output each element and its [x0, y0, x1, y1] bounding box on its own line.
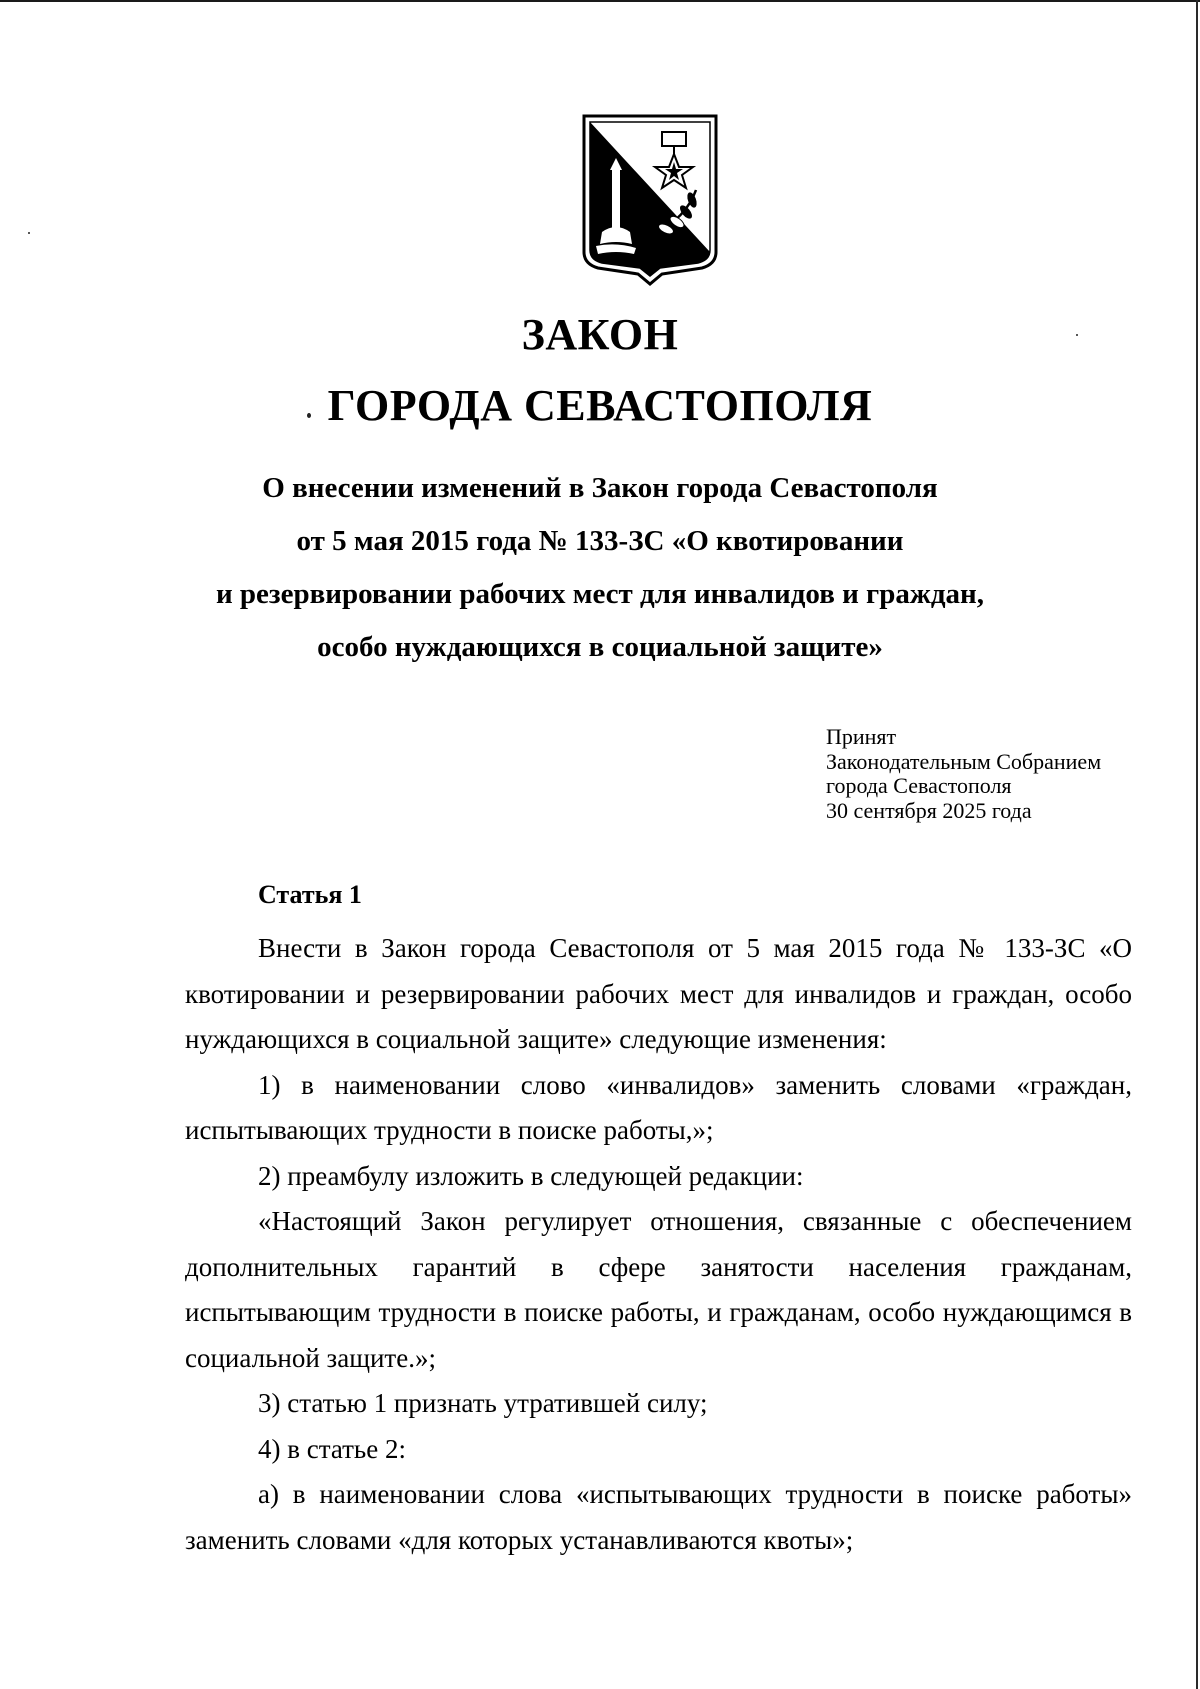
- article-body: [185, 926, 1132, 1563]
- paragraph-item-3: 3) статью 1 признать утратившей силу;: [258, 1388, 708, 1418]
- scan-speck: [307, 413, 311, 418]
- law-title: ЗАКОН: [521, 310, 679, 359]
- paragraph-preamble-quote: «Настоящий Закон регулирует отношения, связанные с обеспечением дополнительных гарантий в сфере занятости населения гражданам, испытывающим трудности в поиске работы, и гражданам, особо нуждающимся в социальной защите.»;: [185, 1206, 1132, 1373]
- scan-edge-top: [0, 0, 1200, 2]
- paragraph-intro: Внести в Закон города Севастополя от 5 мая 2015 года № 133-ЗС «О квотировании и резервировании рабочих мест для инвалидов и граждан, особо нуждающихся в социальной защите» следующие изменения:: [185, 933, 1132, 1054]
- scan-edge-right: [1196, 0, 1198, 1689]
- subject-line: О внесении изменений в Закон города Севастополя: [262, 472, 938, 504]
- scan-speck: [28, 232, 30, 234]
- paragraph-item-4: 4) в статье 2:: [258, 1433, 406, 1464]
- adoption-line: Законодательным Собранием: [826, 748, 1102, 774]
- adoption-date: 30 сентября 2025 года: [826, 797, 1032, 823]
- paragraph-item-1: 1) в наименовании слово «инвалидов» заменить словами «граждан, испытывающих трудности в поиске работы,»;: [185, 1069, 1132, 1145]
- coat-of-arms-icon: [582, 114, 718, 286]
- subject-line: и резервировании рабочих мест для инвалидов и граждан,: [215, 578, 985, 610]
- law-subject: [150, 462, 1050, 674]
- adoption-block: [826, 725, 1176, 823]
- scan-speck: [1076, 334, 1078, 336]
- adoption-line: города Севастополя: [826, 773, 1012, 798]
- subject-line: особо нуждающихся в социальной защите»: [317, 631, 883, 663]
- article-heading: Статья 1: [258, 880, 362, 909]
- paragraph-item-4a: а) в наименовании слова «испытывающих трудности в поиске работы» заменить словами «для которых устанавливаются квоты»;: [185, 1479, 1132, 1555]
- adoption-line: Принят: [826, 724, 897, 749]
- paragraph-item-2: 2) преамбулу изложить в следующей редакции:: [258, 1160, 804, 1191]
- law-issuer: ГОРОДА СЕВАСТОПОЛЯ: [327, 381, 873, 430]
- subject-line: от 5 мая 2015 года № 133-ЗС «О квотировании: [296, 525, 904, 557]
